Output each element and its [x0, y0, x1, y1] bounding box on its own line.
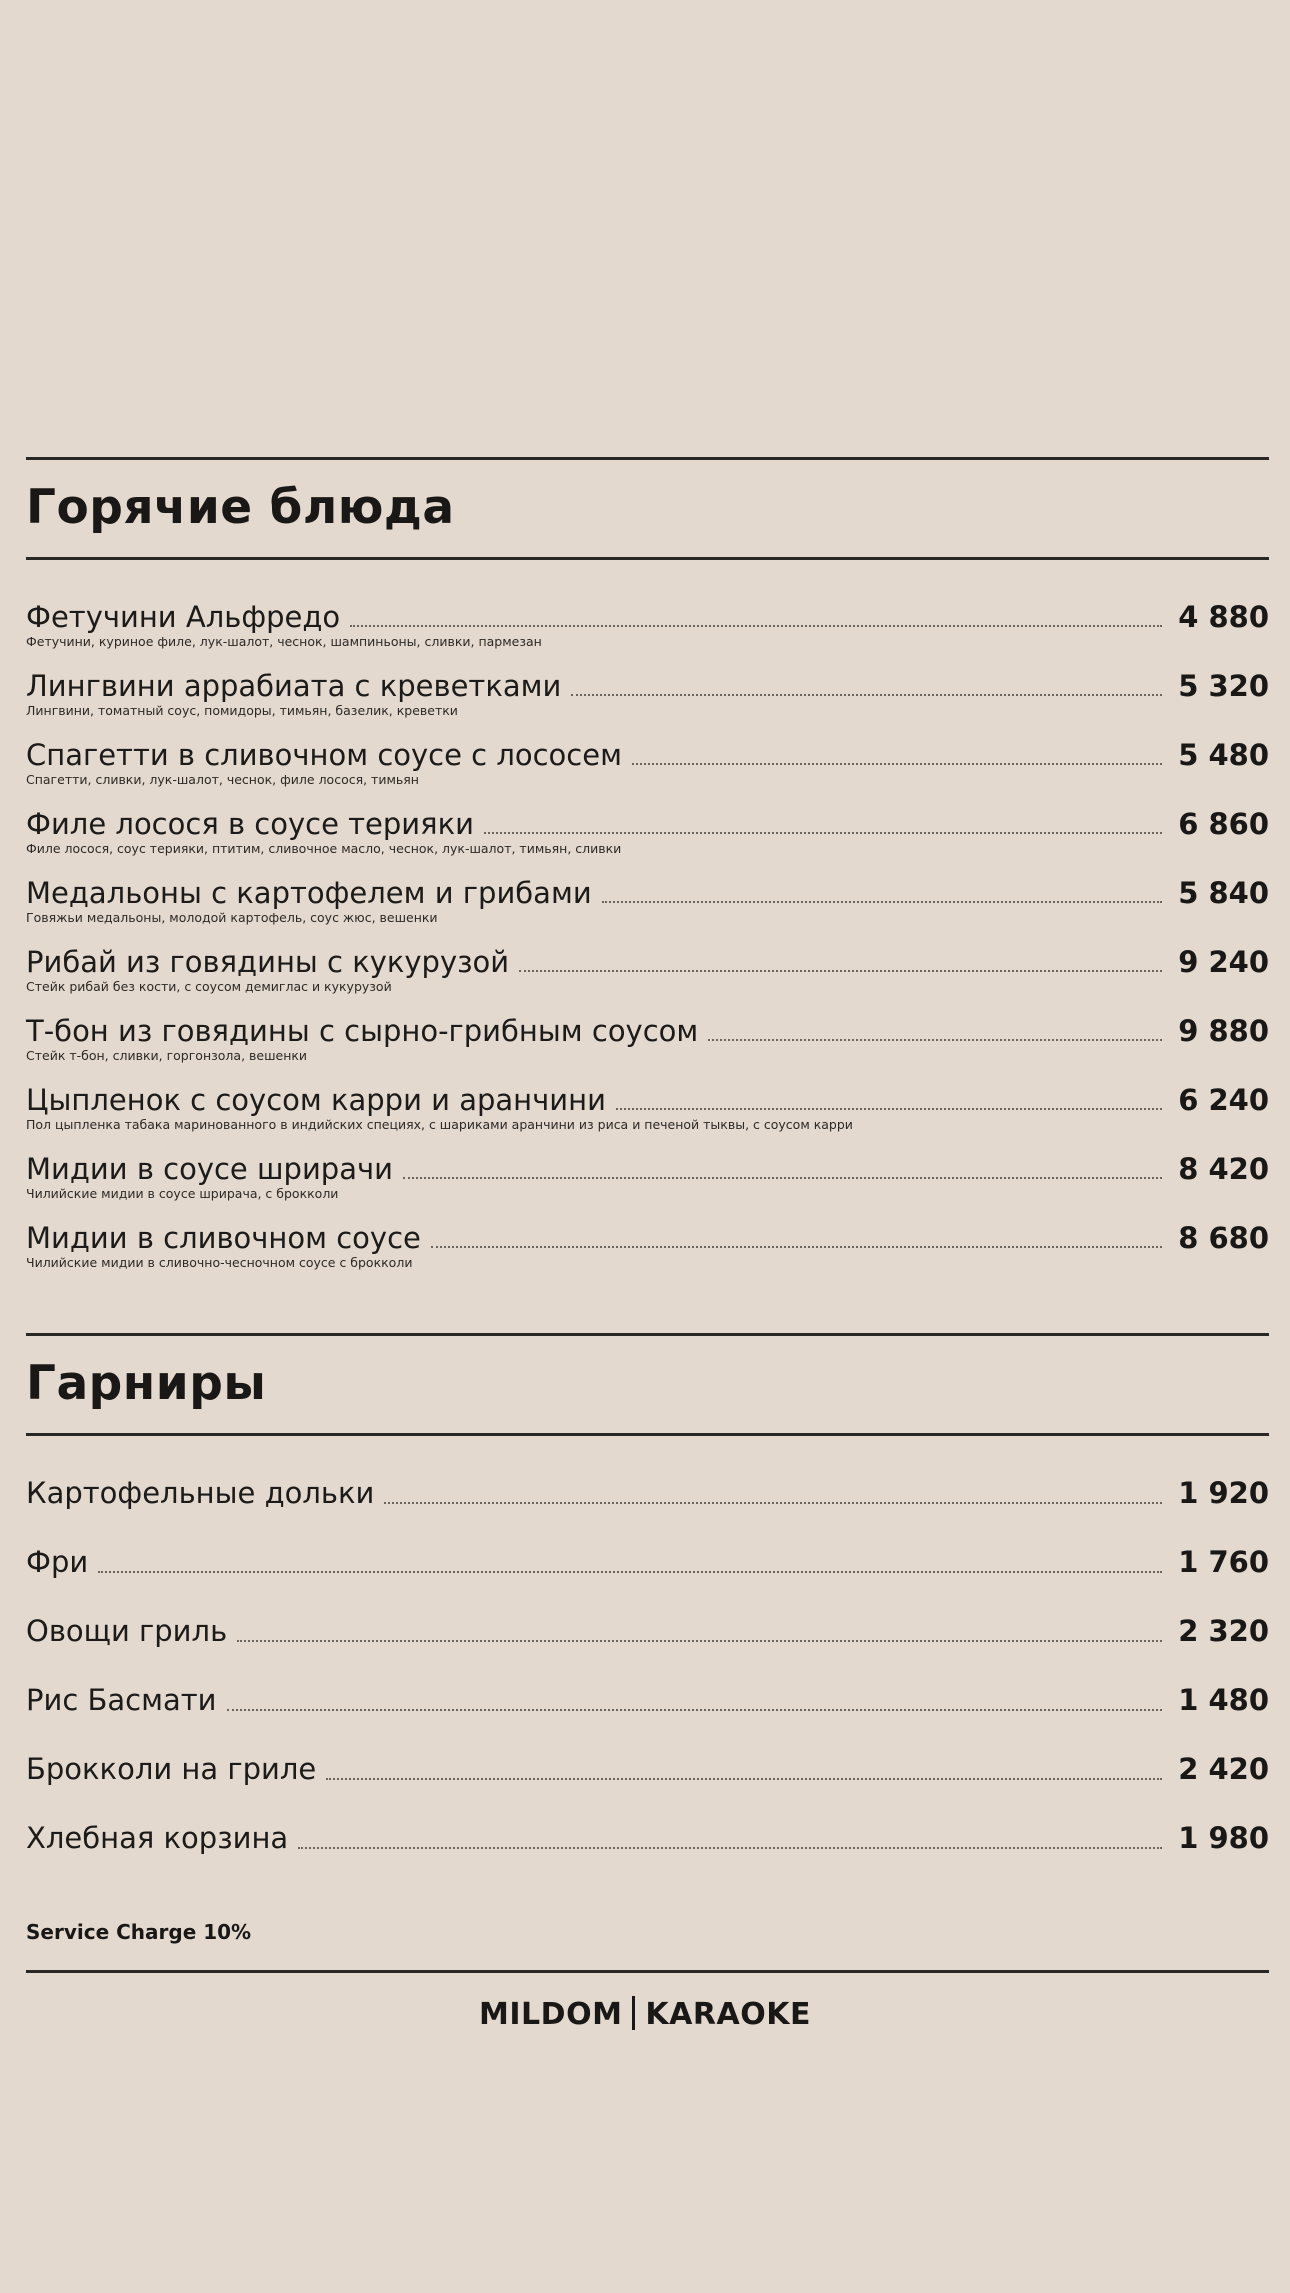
- menu-item: [26, 1544, 1269, 1604]
- item-description: Чилийские мидии в соусе шрирача, с брокколи: [26, 1186, 339, 1201]
- item-price: 6 240: [1178, 1083, 1269, 1117]
- section-title-hot: Горячие блюда: [26, 480, 455, 535]
- dotted-leader: [571, 694, 1162, 696]
- item-description: Стейк т-бон, сливки, горгонзола, вешенки: [26, 1048, 308, 1063]
- menu-item: [26, 876, 1269, 936]
- item-description: Спагетти, сливки, лук-шалот, чеснок, филе лосося, тимьян: [26, 772, 419, 787]
- item-name: Медальоны с картофелем и грибами: [26, 876, 592, 910]
- menu-item: [26, 807, 1269, 867]
- item-name: Т-бон из говядины с сырно-грибным соусом: [26, 1014, 699, 1048]
- dotted-leader: [708, 1039, 1162, 1041]
- menu-item: [26, 1751, 1269, 1811]
- item-name: Мидии в соусе шрирачи: [26, 1152, 393, 1186]
- item-price: 8 680: [1178, 1221, 1269, 1255]
- menu-item: [26, 738, 1269, 798]
- divider: [26, 1970, 1269, 1973]
- item-name: Фетучини Альфредо: [26, 600, 341, 634]
- item-name: Мидии в сливочном соусе: [26, 1221, 421, 1255]
- item-description: Фетучини, куриное филе, лук-шалот, чеснок, шампиньоны, сливки, пармезан: [26, 634, 542, 649]
- dotted-leader: [403, 1177, 1162, 1179]
- item-name: Лингвини аррабиата с креветками: [26, 669, 562, 703]
- divider: [26, 1433, 1269, 1436]
- dotted-leader: [602, 901, 1163, 903]
- dotted-leader: [237, 1640, 1162, 1642]
- dotted-leader: [326, 1778, 1162, 1780]
- item-name: Хлебная корзина: [26, 1821, 289, 1855]
- item-name: Картофельные дольки: [26, 1476, 375, 1510]
- item-price: 6 860: [1178, 807, 1269, 841]
- service-charge-note: Service Charge 10%: [26, 1920, 252, 1944]
- item-name: Рибай из говядины с кукурузой: [26, 945, 510, 979]
- menu-item: [26, 945, 1269, 1005]
- dotted-leader: [298, 1847, 1162, 1849]
- menu-item: [26, 1014, 1269, 1074]
- item-price: 5 840: [1178, 876, 1269, 910]
- item-name: Фри: [26, 1545, 89, 1579]
- item-description: Говяжьи медальоны, молодой картофель, соус жюс, вешенки: [26, 910, 438, 925]
- item-name: Цыпленок с соусом карри и аранчини: [26, 1083, 606, 1117]
- dotted-leader: [519, 970, 1162, 972]
- brand-separator: [632, 1996, 635, 2030]
- divider: [26, 1333, 1269, 1336]
- item-name: Овощи гриль: [26, 1614, 228, 1648]
- menu-item: [26, 669, 1269, 729]
- item-price: 4 880: [1178, 600, 1269, 634]
- menu-item: [26, 1820, 1269, 1880]
- item-price: 5 480: [1178, 738, 1269, 772]
- dotted-leader: [98, 1571, 1162, 1573]
- dotted-leader: [227, 1709, 1163, 1711]
- item-description: Чилийские мидии в сливочно-чесночном соусе с брокколи: [26, 1255, 413, 1270]
- menu-item: [26, 600, 1269, 660]
- item-price: 1 760: [1178, 1545, 1269, 1579]
- item-price: 9 240: [1178, 945, 1269, 979]
- section-title-sides: Гарниры: [26, 1356, 267, 1411]
- menu-item: [26, 1221, 1269, 1281]
- divider: [26, 457, 1269, 460]
- item-name: Рис Басмати: [26, 1683, 217, 1717]
- item-name: Спагетти в сливочном соусе с лососем: [26, 738, 622, 772]
- item-description: Филе лосося, соус терияки, птитим, сливочное масло, чеснок, лук-шалот, тимьян, сливки: [26, 841, 622, 856]
- item-description: Пол цыпленка табака маринованного в индийских специях, с шариками аранчини из риса и печеной тыквы, с соусом карри: [26, 1117, 853, 1132]
- item-description: Лингвини, томатный соус, помидоры, тимьян, базелик, креветки: [26, 703, 458, 718]
- item-price: 2 320: [1178, 1614, 1269, 1648]
- item-price: 1 480: [1178, 1683, 1269, 1717]
- dotted-leader: [632, 763, 1162, 765]
- menu-item: [26, 1152, 1269, 1212]
- dotted-leader: [431, 1246, 1162, 1248]
- menu-item: [26, 1475, 1269, 1535]
- dotted-leader: [350, 625, 1162, 627]
- brand-left: MILDOM: [479, 1997, 623, 2032]
- menu-item: [26, 1682, 1269, 1742]
- brand-right: KARAOKE: [645, 1997, 811, 2032]
- item-name: Филе лосося в соусе терияки: [26, 807, 474, 841]
- item-price: 1 980: [1178, 1821, 1269, 1855]
- brand-logo: [0, 1991, 1290, 2039]
- item-name: Брокколи на гриле: [26, 1752, 317, 1786]
- item-price: 8 420: [1178, 1152, 1269, 1186]
- item-price: 1 920: [1178, 1476, 1269, 1510]
- item-price: 2 420: [1178, 1752, 1269, 1786]
- item-price: 9 880: [1178, 1014, 1269, 1048]
- item-description: Стейк рибай без кости, с соусом демиглас и кукурузой: [26, 979, 392, 994]
- menu-item: [26, 1613, 1269, 1673]
- dotted-leader: [484, 832, 1162, 834]
- dotted-leader: [384, 1502, 1162, 1504]
- menu-item: [26, 1083, 1269, 1143]
- item-price: 5 320: [1178, 669, 1269, 703]
- divider: [26, 557, 1269, 560]
- dotted-leader: [616, 1108, 1162, 1110]
